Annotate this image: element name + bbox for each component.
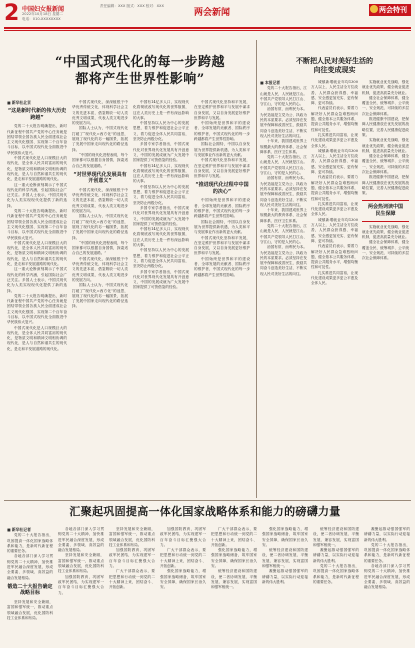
right-headline bbox=[262, 56, 407, 74]
paragraph: 党的二十大报告指出，江山就是人民，人民就是江山。中国共产党领导人民打江山、守江山，守的是人民的心。 bbox=[260, 224, 307, 244]
paragraph: 各地各部门深入学习贯彻党的二十大精神，加快推进军民融合深度发展，形成全要素、多领域、高效益的融合发展格局。 bbox=[7, 554, 53, 580]
paragraph: 广大干部群众表示，要把思想和行动统一到党的二十大精神上来，团结奋斗、开拓创新。 bbox=[211, 527, 257, 547]
paragraph: 凝聚起推动强国强军的磅礴力量，以实际行动迎接新的伟大胜利。 bbox=[313, 548, 359, 563]
special-issue-label: 两会特刊 bbox=[379, 6, 407, 14]
paragraph: 凝聚起推动强国强军的磅礴力量，以实际行动迎接新的伟大胜利。 bbox=[364, 527, 410, 542]
column-divider-main-right bbox=[256, 40, 257, 498]
paragraph: 这一重大论断深刻揭示了中国式现代化的科学内涵，引起国际社会广泛关注。多国人士表示，中国式现代化为人类实现现代化提供了新的选择。 bbox=[7, 182, 67, 208]
paragraph: 统筹经济建设和国防建设，使二者协调发展、平衡发展、兼容发展，实现富国和强军相统一。 bbox=[262, 548, 308, 569]
paragraph: 中国有14亿多人口，实现现代化将彻底改写现代化的世界版图，这在人类历史上是一件有深远影响的大事。 bbox=[133, 227, 189, 248]
bottom-article-column-5 bbox=[211, 527, 257, 645]
paragraph: 各地各部门深入学习贯彻党的二十大精神，加快推进军民融合深度发展，形成全要素、多领域、高效益的融合发展格局。 bbox=[364, 564, 410, 590]
header-meta bbox=[22, 12, 142, 22]
main-headline-line2: 都将产生世界性影响” bbox=[75, 72, 205, 87]
header-editor: 责任编辑：XXX 版式：XXX 校对：XXX bbox=[100, 4, 164, 8]
header-rule bbox=[4, 27, 411, 29]
paragraph: 中国有14亿多人口，实现现代化将彻底改写现代化的世界版图，这在人类历史上是一件有深远影响的大事。 bbox=[133, 163, 189, 184]
paragraph: 中国有14亿多人口，实现现代化将彻底改写现代化的世界版图，这在人类历史上是一件有深远影响的大事。 bbox=[133, 100, 189, 120]
main-article-column-1 bbox=[7, 100, 67, 500]
paragraph: 强化国家战略能力，增强国家战略储备，筑牢国家安全屏障，确保国家长治久安。 bbox=[262, 527, 308, 547]
sidebar-box bbox=[362, 200, 409, 222]
paragraph: 广大干部群众表示，要把思想和行动统一到党的二十大精神上来，团结奋斗、开拓创新。 bbox=[160, 548, 206, 569]
sidebar-box-title: 两会热词读中国 bbox=[367, 203, 403, 210]
paragraph: 坚持发展和安全兼顾，富国和强军统一，推动重点领域融合发展，优化国防科技工业体系和布局。 bbox=[58, 553, 104, 574]
paragraph: 党的二十大报告明确提出，新时代新征程中国共产党的中心任务就是团结带领全国各族人民全面建成社会主义现代化强国、实现第二个百年奋斗目标，以中国式现代化全面推进中华民族伟大复兴。 bbox=[7, 293, 67, 325]
paragraph: 这一重大论断深刻揭示了中国式现代化的科学内涵，引起国际社会广泛关注。多国人士表示，中国式现代化为人类实现现代化提供了新的选择。 bbox=[7, 267, 67, 293]
paragraph: 代表委员们表示，要着力解决好人民群众急难愁盼问题，健全基本公共服务体系，提高公共服务水平，增强均衡性和可及性。 bbox=[311, 244, 358, 270]
right-article-column-1 bbox=[260, 80, 307, 488]
bottom-article-column-4 bbox=[160, 527, 206, 645]
bottom-byline: ■ 新华社记者 bbox=[7, 527, 31, 532]
paragraph: 统筹经济建设和国防建设，使二者协调发展、平衡发展、兼容发展，实现富国和强军相统一。 bbox=[211, 569, 257, 590]
main-article-column-2 bbox=[72, 100, 128, 500]
paragraph: 坚持发展和安全兼顾，富国和强军统一，推动重点领域融合发展，优化国防科技工业体系和布局。 bbox=[109, 527, 155, 547]
paragraph: 推进健康中国建设，把保障人民健康放在优先发展的战略位置，完善人民健康促进政策。 bbox=[362, 175, 409, 196]
main-subhead-3: “推进现代化过程中中国的决心” bbox=[195, 182, 249, 195]
paragraph: 党的二十大报告明确提出，新时代新征程中国共产党的中心任务就是团结带领全国各族人民全面建成社会主义现代化强国、实现第二个百年奋斗目标，以中国式现代化全面推进中华民族伟大复兴。 bbox=[7, 124, 67, 155]
paragraph: 中国坚持以人民为中心的发展思想，着力维护和促进社会公平正义，着力促进全体人民共同富裕，坚决防止两极分化。 bbox=[133, 121, 189, 142]
paragraph: 代表委员们表示，要着力解决好人民群众急难愁盼问题，健全基本公共服务体系，提高公共服务水平，增强均衡性和可及性。 bbox=[311, 106, 358, 132]
paragraph: 城镇新增就业年均1300万人以上，人民生活全方位改善，人民群众获得感、幸福感、安全感更加充实、更有保障、更可持续。 bbox=[311, 217, 358, 243]
paragraph: 国际社会期待，中国以自身发展为世界提供新机遇，为人类和平与发展事业作出新的更大贡献。 bbox=[194, 142, 250, 157]
right-article-column-3 bbox=[362, 80, 409, 488]
header-date: 2022年10月18日 星期二 bbox=[22, 12, 63, 16]
paragraph: 加强国防教育，巩固军政军民团结，为实现建军一百年奋斗目标汇聚强大合力。 bbox=[160, 527, 206, 547]
paragraph: 十年来，我国建成世界上规模最大的教育体系、社会保障体系、医疗卫生体系。 bbox=[260, 139, 307, 154]
main-article-column-3 bbox=[133, 100, 189, 500]
paragraph: “中国的现代化进程表明，每个国家都可以根据自身国情，探索适合自己的发展道路。” bbox=[72, 152, 128, 168]
bottom-article-column-7 bbox=[313, 527, 359, 645]
sidebar-box-subtitle: 民生保障 bbox=[375, 211, 396, 218]
paragraph: 治国有常，而利民为本。为民造福是立党为公、执政为民的本质要求。必须坚持在发展中保障和改善民生，鼓励共同奋斗创造美好生活，不断实现人民对美好生活的向往。 bbox=[260, 176, 307, 207]
bottom-article-column-6 bbox=[262, 527, 308, 645]
paragraph: 党的二十大报告指出，巩固提高一体化国家战略体系和能力，是新时代新征程的重要任务。 bbox=[313, 564, 359, 584]
paragraph: 多国专家学者指出，中国式现代化对世界现代化发展具有开创意义，中国的发展成就为广大发展中国家提供了可资借鉴的经验。 bbox=[133, 205, 189, 226]
paragraph: 强化国家战略能力，增强国家战略储备，筑牢国家安全屏障，确保国家长治久安。 bbox=[160, 569, 206, 590]
paragraph: 扎实推进共同富裕，让现代化建设成果更多更公平惠及全体人民。 bbox=[311, 270, 358, 286]
bottom-subhead: 锻造二十大报告确定战略目标 bbox=[7, 583, 53, 597]
paragraph: 加强国防教育，巩固军政军民团结，为实现建军一百年奋斗目标汇聚强大合力。 bbox=[58, 574, 104, 595]
paragraph: 国际社会期待，中国以自身发展为世界提供新机遇，为人类和平与发展事业作出新的更大贡献。 bbox=[194, 219, 250, 235]
paragraph: 实施就业优先战略，强化就业优先政策，健全就业促进机制，促进高质量充分就业。 bbox=[362, 138, 409, 153]
paragraph: 健全社会保障体系，健全覆盖全民、统筹城乡、公平统一、安全规范、可持续的多层次社会保障体系。 bbox=[362, 95, 409, 116]
paragraph: 代表委员们表示，要着力解决好人民群众急难愁盼问题，健全基本公共服务体系，提高公共服务水平，增强均衡性和可及性。 bbox=[311, 175, 358, 201]
bottom-article-column-8 bbox=[364, 527, 410, 645]
bottom-article-column-1 bbox=[7, 527, 53, 645]
paragraph: 中国式现代化坚持和平发展，在坚定维护世界和平与发展中谋求自身发展，又以自身发展更好维护世界和平与发展。 bbox=[194, 235, 250, 256]
paragraph: 强化国家战略能力，增强国家战略储备，筑牢国家安全屏障，确保国家长治久安。 bbox=[211, 548, 257, 569]
paragraph: 健全社会保障体系，健全覆盖全民、统筹城乡、公平统一、安全规范、可持续的多层次社会保障体系。 bbox=[362, 240, 409, 261]
section-name: 两会新闻 bbox=[194, 8, 231, 18]
paragraph: 中国式现代化坚持和平发展，在坚定维护世界和平与发展中谋求自身发展，又以自身发展更好维护世界和平与发展。 bbox=[194, 100, 250, 120]
paragraph: 党的二十大报告指出，江山就是人民，人民就是江山。中国共产党领导人民打江山、守江山，守的是人民的心。 bbox=[260, 86, 307, 107]
right-headline-line1: 不断把人民对美好生活的 bbox=[296, 56, 373, 65]
paragraph: 中国式现代化是人口规模巨大的现代化，是全体人民共同富裕的现代化，是物质文明和精神文明相协调的现代化，是人与自然和谐共生的现代化，是走和平发展道路的现代化。 bbox=[7, 240, 67, 267]
paragraph: 统筹经济建设和国防建设，使二者协调发展、平衡发展、兼容发展，实现富国和强军相统一。 bbox=[313, 527, 359, 547]
paragraph: 治国有常，而利民为本。为民造福是立党为公、执政为民的本质要求。必须坚持在发展中保障和改善民生，鼓励共同奋斗创造美好生活，不断实现人民对美好生活的向往。 bbox=[260, 107, 307, 138]
paragraph: 广大干部群众表示，要把思想和行动统一到党的二十大精神上来，团结奋斗、开拓创新。 bbox=[109, 569, 155, 590]
paragraph: 多国专家学者指出，中国式现代化对世界现代化发展具有开创意义，中国的发展成就为广大发展中国家提供了可资借鉴的经验。 bbox=[133, 269, 189, 290]
main-headline bbox=[40, 54, 240, 88]
paragraph: 中国坚持以人民为中心的发展思想，着力维护和促进社会公平正义，着力促进全体人民共同富裕，坚决防止两极分化。 bbox=[133, 184, 189, 205]
paragraph: 十年来，我国建成世界上规模最大的教育体系、社会保障体系、医疗卫生体系。 bbox=[260, 208, 307, 223]
header-rule-thin bbox=[4, 30, 411, 31]
paragraph: 实施就业优先战略，强化就业优先政策，健全就业促进机制，促进高质量充分就业。 bbox=[362, 80, 409, 95]
paragraph: 中国式现代化，深深植根于中华优秀传统文化，体现科学社会主义的先进本质，借鉴吸收一切人类优秀文明成果，代表人类文明进步的发展方向。 bbox=[72, 100, 128, 126]
main-subhead-1: “这是新时代新的伟大历史跨越” bbox=[7, 108, 67, 121]
right-byline: ■ 本报记者 bbox=[260, 80, 281, 85]
paragraph: 中国式现代化，深深植根于中华优秀传统文化，体现科学社会主义的先进本质，借鉴吸收一切人类优秀文明成果，代表人类文明进步的发展方向。 bbox=[72, 187, 128, 214]
main-article-column-4 bbox=[194, 100, 250, 500]
paragraph: 城镇新增就业年均1300万人以上，人民生活全方位改善，人民群众获得感、幸福感、安全感更加充实、更有保障、更可持续。 bbox=[311, 80, 358, 106]
bottom-headline: 汇聚起巩固提高一体化国家战略体系和能力的磅礴力量 bbox=[69, 505, 341, 518]
paragraph: 中国式现代化是人口规模巨大的现代化，是全体人民共同富裕的现代化，是物质文明和精神文明相协调的现代化，是人与自然和谐共生的现代化，是走和平发展道路的现代化。 bbox=[7, 325, 67, 351]
emblem-icon bbox=[370, 5, 378, 13]
masthead bbox=[0, 0, 415, 36]
right-headline-line2: 向往变成现实 bbox=[313, 65, 356, 74]
paragraph: 中国坚持以人民为中心的发展思想，着力维护和促进社会公平正义，着力促进全体人民共同富裕，坚决防止两极分化。 bbox=[133, 248, 189, 269]
paragraph: 多国专家学者指出，中国式现代化对世界现代化发展具有开创意义，中国的发展成就为广大发展中国家提供了可资借鉴的经验。 bbox=[133, 142, 189, 163]
paragraph: 凝聚起推动强国强军的磅礴力量，以实际行动迎接新的伟大胜利。 bbox=[262, 569, 308, 584]
paper-name: 中国妇女报新闻 bbox=[22, 6, 65, 13]
paragraph: 城镇新增就业年均1300万人以上，人民生活全方位改善，人民群众获得感、幸福感、安全感更加充实、更有保障、更可持续。 bbox=[311, 148, 358, 175]
paragraph: 中国始终是世界和平的建设者、全球发展的贡献者、国际秩序的维护者，中国式现代化的每一步跨越都将产生世界性影响。 bbox=[194, 198, 250, 219]
paragraph: 扎实推进共同富裕，让现代化建设成果更多更公平惠及全体人民。 bbox=[311, 132, 358, 148]
page-number: 2 bbox=[4, 1, 20, 26]
bottom-article-column-3 bbox=[109, 527, 155, 645]
paragraph: 国际人士认为，中国式现代化打破了“现代化=西方化”的迷思，展现了现代化的另一幅图景，拓展了发展中国家走向现代化的路径选择。 bbox=[72, 214, 128, 240]
paragraph: 治国有常，而利民为本。为民造福是立党为公、执政为民的本质要求。必须坚持在发展中保障和改善民生，鼓励共同奋斗创造美好生活，不断实现人民对美好生活的向往。 bbox=[260, 245, 307, 276]
paragraph: 中国式现代化是人口规模巨大的现代化，是全体人民共同富裕的现代化，是物质文明和精神文明相协调的现代化，是人与自然和谐共生的现代化，是走和平发展道路的现代化。 bbox=[7, 156, 67, 182]
paragraph: “中国的现代化进程表明，每个国家都可以根据自身国情，探索适合自己的发展道路。” bbox=[72, 240, 128, 256]
paragraph: 扎实推进共同富裕，让现代化建设成果更多更公平惠及全体人民。 bbox=[311, 201, 358, 217]
bottom-article-column-2 bbox=[58, 527, 104, 645]
paragraph: 健全社会保障体系，健全覆盖全民、统筹城乡、公平统一、安全规范、可持续的多层次社会保障体系。 bbox=[362, 154, 409, 175]
paragraph: 各地各部门深入学习贯彻党的二十大精神，加快推进军民融合深度发展，形成全要素、多领域、高效益的融合发展格局。 bbox=[58, 527, 104, 553]
main-headline-line1: “中国式现代化的每一步跨越 bbox=[55, 55, 225, 70]
paragraph: 中国始终是世界和平的建设者、全球发展的贡献者、国际秩序的维护者，中国式现代化的每一步跨越都将产生世界性影响。 bbox=[194, 256, 250, 277]
paragraph: 国际人士认为，中国式现代化打破了“现代化=西方化”的迷思，展现了现代化的另一幅图景，拓展了发展中国家走向现代化的路径选择。 bbox=[72, 126, 128, 152]
paragraph: 推进健康中国建设，把保障人民健康放在优先发展的战略位置，完善人民健康促进政策。 bbox=[362, 117, 409, 137]
paragraph: 党的二十大报告指出，江山就是人民，人民就是江山。中国共产党领导人民打江山、守江山，守的是人民的心。 bbox=[260, 155, 307, 176]
paragraph: 加强国防教育，巩固军政军民团结，为实现建军一百年奋斗目标汇聚强大合力。 bbox=[109, 548, 155, 569]
paragraph: 党的二十大报告指出，巩固提高一体化国家战略体系和能力，是新时代新征程的重要任务。 bbox=[7, 533, 53, 554]
paragraph: 中国式现代化，深深植根于中华优秀传统文化，体现科学社会主义的先进本质，借鉴吸收一切人类优秀文明成果，代表人类文明进步的发展方向。 bbox=[72, 256, 128, 282]
section-divider-bottom bbox=[4, 500, 411, 501]
main-byline: ■ 新华社北京 bbox=[7, 100, 31, 105]
paragraph: 中国始终是世界和平的建设者、全球发展的贡献者、国际秩序的维护者，中国式现代化的每一步跨越都将产生世界性影响。 bbox=[194, 121, 250, 142]
special-issue-badge bbox=[369, 4, 411, 16]
paragraph: 国际人士认为，中国式现代化打破了“现代化=西方化”的迷思，展现了现代化的另一幅图景，拓展了发展中国家走向现代化的路径选择。 bbox=[72, 283, 128, 309]
paragraph: 中国式现代化坚持和平发展，在坚定维护世界和平与发展中谋求自身发展，又以自身发展更好维护世界和平与发展。 bbox=[194, 158, 250, 179]
paragraph: 坚持发展和安全兼顾，富国和强军统一，推动重点领域融合发展，优化国防科技工业体系和布局。 bbox=[7, 599, 53, 620]
header-phone: 电话：010-XXXXXXXX bbox=[22, 17, 61, 21]
paragraph: 实施就业优先战略，强化就业优先政策，健全就业促进机制，促进高质量充分就业。 bbox=[362, 224, 409, 240]
main-subhead-2: “对世界现代化发展具有开创意义” bbox=[73, 171, 127, 185]
right-article-column-2 bbox=[311, 80, 358, 488]
paragraph: 党的二十大报告指出，巩固提高一体化国家战略体系和能力，是新时代新征程的重要任务。 bbox=[364, 542, 410, 563]
paragraph: 党的二十大报告明确提出，新时代新征程中国共产党的中心任务就是团结带领全国各族人民全面建成社会主义现代化强国、实现第二个百年奋斗目标，以中国式现代化全面推进中华民族伟大复兴。 bbox=[7, 209, 67, 240]
